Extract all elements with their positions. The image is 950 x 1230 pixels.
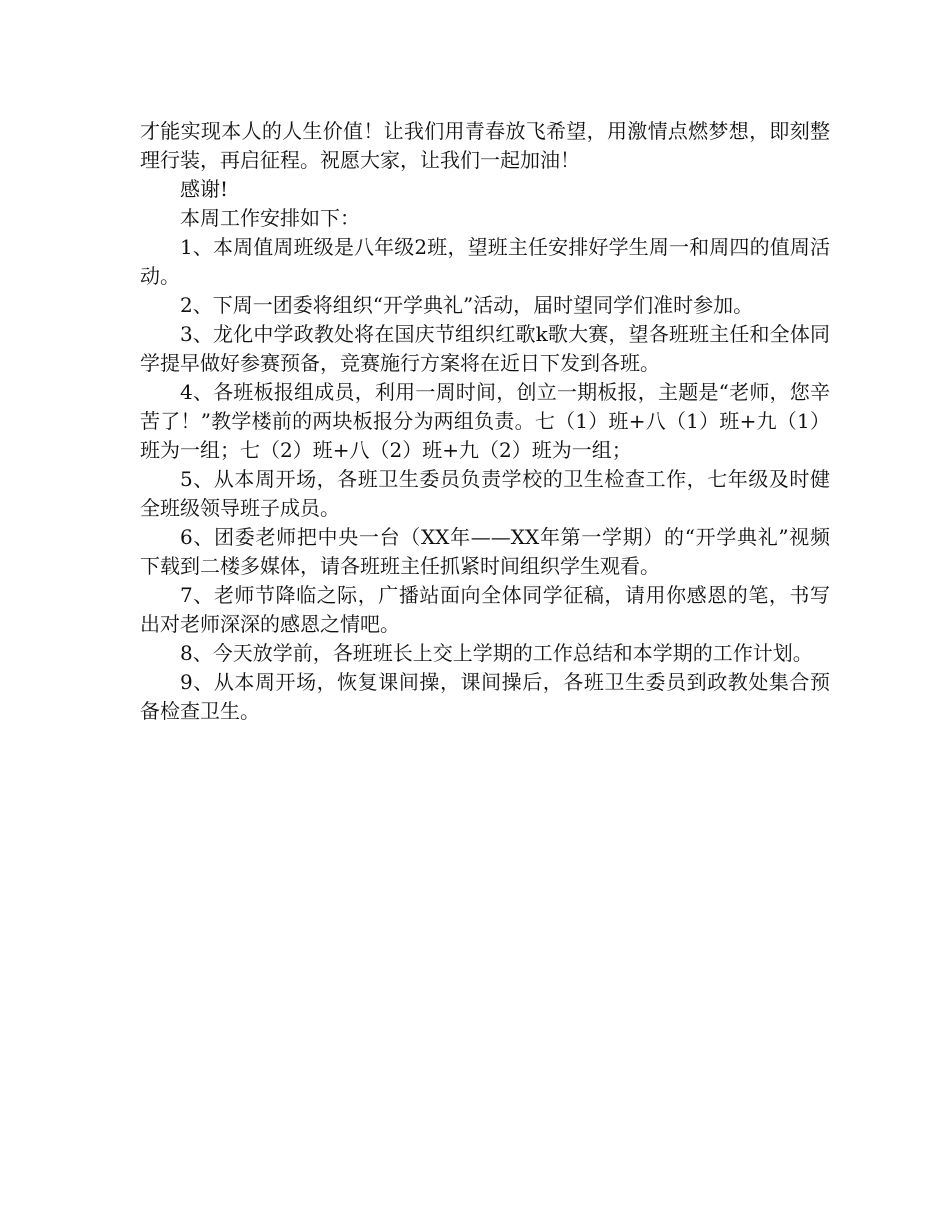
paragraph-continuation: 才能实现本人的人生价值！让我们用青春放飞希望，用激情点燃梦想，即刻整理行装，再启征程。祝愿大家，让我们一起加油！	[140, 119, 830, 172]
schedule-item-1: 1、本周值周班级是八年级2班，望班主任安排好学生周一和周四的值周活动。	[140, 235, 830, 288]
schedule-item-5: 5、从本周开场，各班卫生委员负责学校的卫生检查工作，七年级及时健全班级领导班子成员。	[140, 467, 830, 520]
schedule-item-2: 2、下周一团委将组织“开学典礼”活动，届时望同学们准时参加。	[180, 293, 754, 317]
schedule-item-3: 3、龙化中学政教处将在国庆节组织红歌k歌大赛，望各班班主任和全体同学提早做好参赛预备，竞赛施行方案将在近日下发到各班。	[140, 322, 830, 375]
paragraph-thanks: 感谢!	[180, 177, 229, 201]
document-body	[140, 117, 830, 726]
paragraph-schedule-heading: 本周工作安排如下：	[180, 206, 360, 230]
schedule-item-8: 8、今天放学前，各班班长上交上学期的工作总结和本学期的工作计划。	[180, 641, 813, 665]
schedule-item-4: 4、各班板报组成员，利用一周时间，创立一期板报，主题是“老师，您辛苦了！”教学楼前的两块板报分为两组负责。七（1）班+八（1）班+九（1）班为一组；七（2）班+八（2）班+九（2）班为一组；	[140, 380, 830, 462]
schedule-item-9: 9、从本周开场，恢复课间操，课间操后，各班卫生委员到政教处集合预备检查卫生。	[140, 670, 830, 723]
schedule-item-6: 6、团委老师把中央一台（XX年——XX年第一学期）的“开学典礼”视频下载到二楼多媒体，请各班班主任抓紧时间组织学生观看。	[140, 525, 830, 578]
schedule-item-7: 7、老师节降临之际，广播站面向全体同学征稿，请用你感恩的笔，书写出对老师深深的感恩之情吧。	[140, 583, 830, 636]
